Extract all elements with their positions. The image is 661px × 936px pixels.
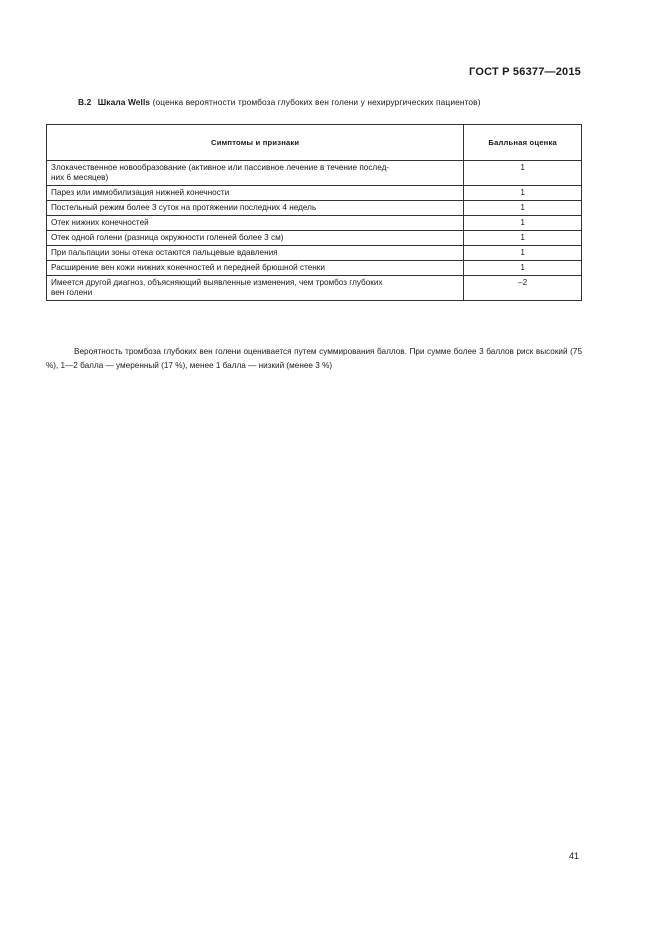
symptom-cell: При пальпации зоны отека остаются пальцевые вдавления [47, 246, 464, 261]
table-row [47, 261, 582, 276]
table-row [47, 216, 582, 231]
table-header-row [47, 125, 582, 161]
wells-scale-table [46, 124, 582, 301]
symptom-cell: Злокачественное новообразование (активное или пассивное лечение в течение послед- них 6 месяцев) [47, 161, 464, 186]
symptom-cell: Парез или иммобилизация нижней конечности [47, 186, 464, 201]
caption-number: В.2 [78, 97, 92, 107]
header-score: Балльная оценка [464, 125, 582, 161]
score-cell: 1 [464, 161, 582, 186]
score-cell: –2 [464, 276, 582, 301]
table-row [47, 246, 582, 261]
symptom-cell: Имеется другой диагноз, объясняющий выявленные изменения, чем тромбоз глубоких вен голени [47, 276, 464, 301]
table-caption [78, 97, 598, 107]
symptom-cell: Расширение вен кожи нижних конечностей и передней брюшной стенки [47, 261, 464, 276]
score-cell: 1 [464, 216, 582, 231]
table-row [47, 186, 582, 201]
score-cell: 1 [464, 231, 582, 246]
symptom-cell: Отек нижних конечностей [47, 216, 464, 231]
score-cell: 1 [464, 261, 582, 276]
score-cell: 1 [464, 186, 582, 201]
caption-description: (оценка вероятности тромбоза глубоких вен голени у нехирургических пациентов) [152, 97, 481, 107]
header-symptoms: Симптомы и признаки [47, 125, 464, 161]
table-row [47, 161, 582, 186]
document-code: ГОСТ Р 56377—2015 [469, 66, 581, 78]
symptom-cell: Постельный режим более 3 суток на протяжении последних 4 недель [47, 201, 464, 216]
caption-name: Шкала Wells [97, 97, 151, 107]
score-cell: 1 [464, 246, 582, 261]
table-row [47, 201, 582, 216]
table-row [47, 231, 582, 246]
page-number: 41 [568, 851, 579, 861]
table-row [47, 276, 582, 301]
interpretation-paragraph: Вероятность тромбоза глубоких вен голени оценивается путем суммирования баллов. При сумме более 3 баллов риск высокий (75 %), 1—2 балла — умеренный (17 %), менее 1 балла — низкий (менее 3 %) [46, 347, 582, 370]
score-cell: 1 [464, 201, 582, 216]
symptom-cell: Отек одной голени (разница окружности голеней более 3 см) [47, 231, 464, 246]
